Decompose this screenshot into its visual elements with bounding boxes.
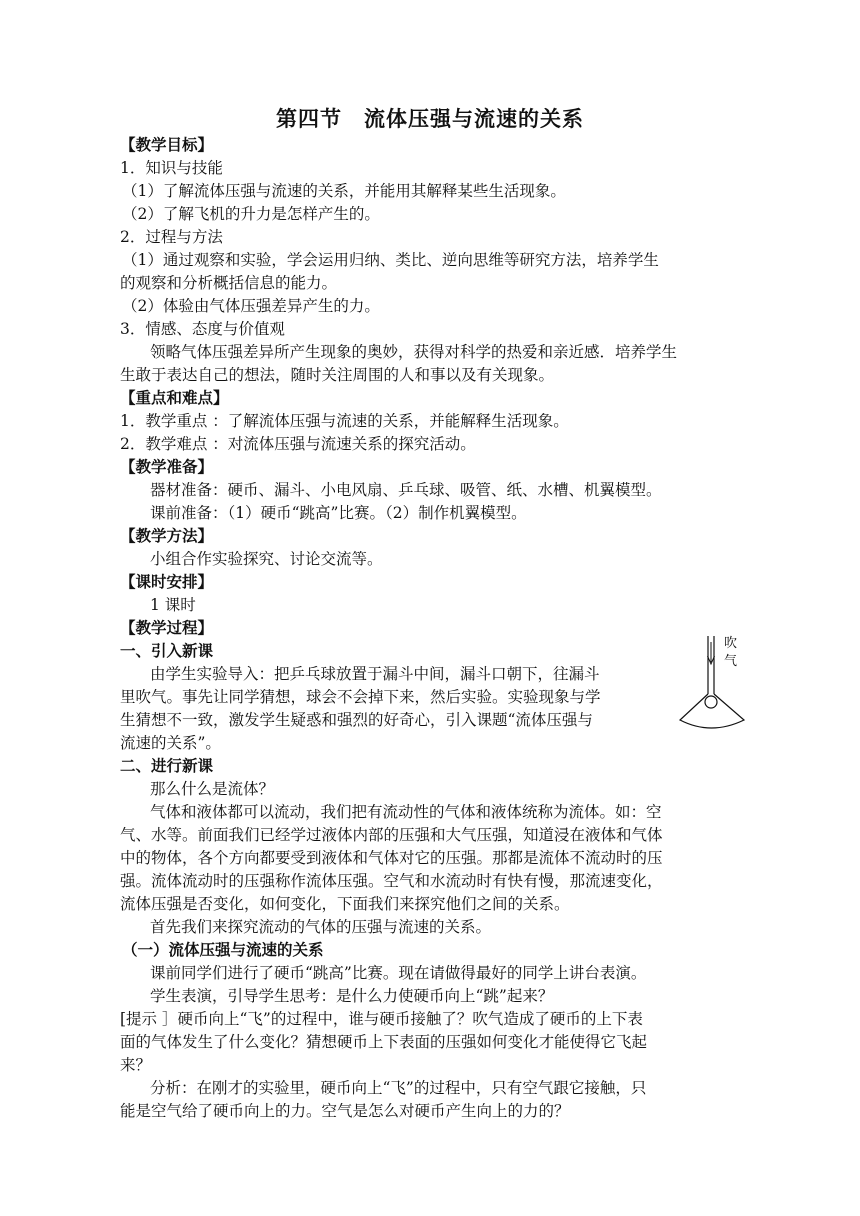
analysis-line: 能是空气给了硬币向上的力。空气是怎么对硬币产生向上的力的？: [120, 1102, 570, 1120]
subheading-introduction: 一、引入新课: [120, 641, 214, 660]
heading-teaching-goals: 【教学目标】: [120, 135, 214, 154]
subheading-new-lesson: 二、进行新课: [120, 756, 214, 775]
paragraph-line: 强。流体流动时的压强称作流体压强。空气和水流动时有快有慢，那流速变化，: [120, 872, 663, 890]
paragraph-line: 那么什么是流体？: [150, 780, 275, 798]
preparation-item: 器材准备：硬币、漏斗、小电风扇、乒乓球、吸管、纸、水槽、机翼模型。: [150, 481, 662, 499]
figure-label-blow: 吹: [724, 636, 738, 651]
preparation-item: 课前准备：（1）硬币“跳高”比赛。（2）制作机翼模型。: [150, 504, 527, 522]
goal-item-continued: 的观察和分析概括信息的能力。: [120, 274, 338, 292]
paragraph-line: 中的物体，各个方向都要受到液体和气体对它的压强。那都是流体不流动时的压: [120, 849, 663, 867]
paragraph-line: 课前同学们进行了硬币“跳高”比赛。现在请做得最好的同学上讲台表演。: [150, 964, 647, 982]
paragraph-line: 学生表演，引导学生思考：是什么力使硬币向上“跳”起来？: [150, 987, 554, 1005]
heading-methods: 【教学方法】: [120, 526, 214, 545]
paragraph-line: 里吹气。事先让同学猜想，球会不会掉下来，然后实验。实验现象与学: [120, 688, 601, 706]
paragraph-line: 生敢于表达自己的想法，随时关注周围的人和事以及有关现象。: [120, 366, 555, 384]
paragraph-line: 领略气体压强差异所产生现象的奥妙，获得对科学的热爱和亲近感．培养学生: [150, 343, 678, 361]
funnel-ball-figure: [678, 632, 748, 736]
paragraph-line: 流体压强是否变化，如何变化，下面我们来探究他们之间的关系。: [120, 895, 570, 913]
paragraph-line: 首先我们来探究流动的气体的压强与流速的关系。: [150, 918, 492, 936]
hint-line: 面的气体发生了什么变化？猜想硬币上下表面的压强如何变化才能使得它飞起: [120, 1033, 648, 1051]
goal-item: （1）了解流体压强与流速的关系，并能用其解释某些生活现象。: [122, 182, 566, 200]
heading-schedule: 【课时安排】: [120, 572, 214, 591]
key-point-item: 2．教学难点 ：对流体压强与流速关系的探究活动。: [120, 435, 476, 453]
methods-text: 小组合作实验探究、讨论交流等。: [150, 550, 383, 568]
figure-label-air: 气: [724, 654, 738, 669]
hint-line: [提示 ］硬币向上“飞”的过程中，谁与硬币接触了？吹气造成了硬币的上下表: [120, 1010, 643, 1028]
heading-key-points: 【重点和难点】: [120, 388, 229, 407]
paragraph-line: 气体和液体都可以流动，我们把有流动性的气体和液体统称为流体。如：空: [150, 803, 662, 821]
subheading-knowledge-skills: 1．知识与技能: [120, 159, 223, 177]
analysis-line: 分析：在刚才的实验里，硬币向上“飞”的过程中，只有空气跟它接触，只: [150, 1079, 647, 1097]
key-point-item: 1．教学重点 ：了解流体压强与流速的关系，并能解释生活现象。: [120, 412, 569, 430]
subheading-process-methods: 2．过程与方法: [120, 228, 223, 246]
paragraph-line: 由学生实验导入：把乒乓球放置于漏斗中间，漏斗口朝下，往漏斗: [150, 665, 600, 683]
hint-line: 来？: [120, 1056, 152, 1074]
heading-process: 【教学过程】: [120, 618, 214, 637]
subheading-pressure-speed: （一）流体压强与流速的关系: [122, 940, 324, 959]
goal-item: （2）了解飞机的升力是怎样产生的。: [122, 205, 380, 223]
schedule-text: 1 课时: [150, 596, 196, 614]
paragraph-line: 气、水等。前面我们已经学过液体内部的压强和大气压强，知道浸在液体和气体: [120, 826, 663, 844]
paragraph-line: 生猜想不一致，激发学生疑惑和强烈的好奇心，引入课题“流体压强与: [120, 711, 593, 729]
section-title: 第四节 流体压强与流速的关系: [276, 106, 584, 131]
goal-item: （1）通过观察和实验，学会运用归纳、类比、逆向思维等研究方法，培养学生: [122, 251, 659, 269]
goal-item: （2）体验由气体压强差异产生的力。: [122, 297, 380, 315]
paragraph-line: 流速的关系”。: [120, 734, 221, 752]
funnel-ball-diagram: [678, 632, 748, 736]
subheading-attitudes-values: 3．情感、态度与价值观: [120, 320, 285, 338]
heading-preparation: 【教学准备】: [120, 457, 214, 476]
